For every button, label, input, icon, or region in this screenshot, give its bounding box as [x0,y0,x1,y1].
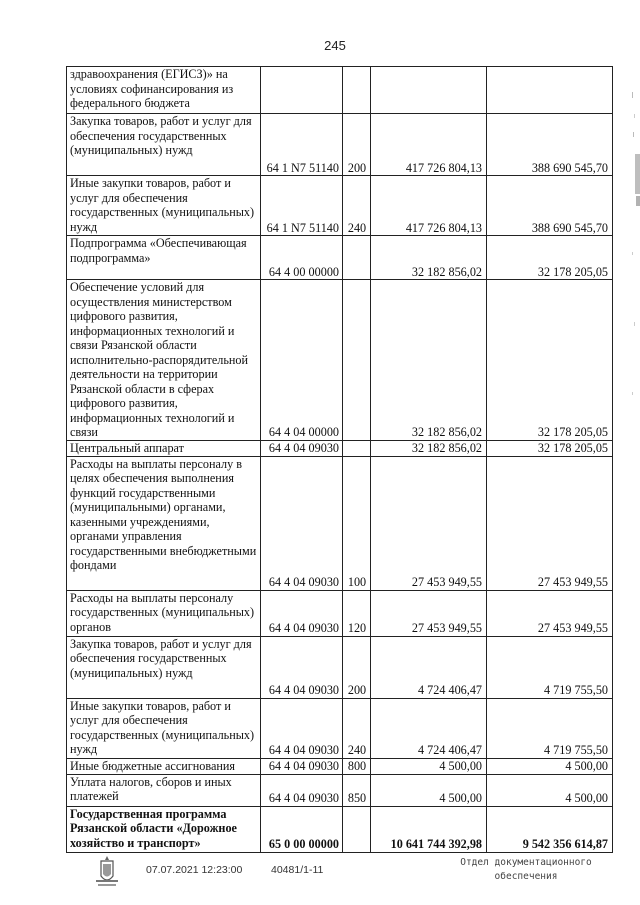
table-row [67,236,613,280]
row-sum-2021-cell: 4 500,00 [371,774,487,806]
row-sum-executed-cell: 388 690 545,70 [487,114,613,176]
row-name-cell: Подпрограмма «Обеспечивающая подпрограмма» [67,236,261,280]
row-sum-2021-cell: 4 500,00 [371,758,487,774]
budget-table-body [67,67,613,853]
row-name-cell: Расходы на выплаты персоналу государственных (муниципальных) органов [67,590,261,636]
document-footer [0,852,640,902]
table-row [67,698,613,758]
row-name-cell: Иные бюджетные ассигнования [67,758,261,774]
footer-date: 07.07.2021 12:23:00 [146,864,243,876]
row-sum-executed-cell: 388 690 545,70 [487,176,613,236]
row-sum-executed-cell: 32 178 205,05 [487,440,613,456]
row-code-cell: 64 4 00 00000 [261,236,343,280]
budget-table [66,66,613,853]
row-name-cell: Государственная программа Рязанской области «Дорожное хозяйство и транспорт» [67,806,261,852]
row-expense-type-cell: 200 [343,114,371,176]
row-name-cell: Закупка товаров, работ и услуг для обеспечения государственных (муниципальных) нужд [67,636,261,698]
row-name-cell: Расходы на выплаты персоналу в целях обеспечения выполнения функций государственными (муниципальными) органами, казенными учреждениями, органами управления государственными внебюджетными фондами [67,456,261,590]
row-sum-executed-cell: 27 453 949,55 [487,590,613,636]
row-expense-type-cell [343,280,371,441]
row-sum-2021-cell: 4 724 406,47 [371,698,487,758]
row-code-cell: 64 4 04 09030 [261,774,343,806]
table-row [67,114,613,176]
row-sum-executed-cell: 4 500,00 [487,774,613,806]
row-sum-executed-cell: 32 178 205,05 [487,236,613,280]
row-expense-type-cell: 200 [343,636,371,698]
row-sum-2021-cell: 10 641 744 392,98 [371,806,487,852]
row-name-cell: Обеспечение условий для осуществления министерством цифрового развития, информационных технологий и связи Рязанской области исполнительно-распорядительной деятельности на территории Рязанской области в сферах цифрового развития, информационных технологий и связи [67,280,261,441]
table-row [67,176,613,236]
row-sum-2021-cell: 32 182 856,02 [371,440,487,456]
table-row [67,636,613,698]
row-expense-type-cell [343,440,371,456]
footer-document-number: 40481/1-11 [271,864,324,876]
row-expense-type-cell: 240 [343,176,371,236]
row-code-cell: 64 4 04 09030 [261,440,343,456]
row-sum-executed-cell: 4 500,00 [487,758,613,774]
scan-edge-marks [630,92,640,452]
row-sum-2021-cell: 4 724 406,47 [371,636,487,698]
row-sum-executed-cell: 4 719 755,50 [487,698,613,758]
row-expense-type-cell [343,236,371,280]
row-expense-type-cell [343,67,371,114]
row-code-cell: 64 4 04 09030 [261,590,343,636]
row-expense-type-cell: 100 [343,456,371,590]
row-name-cell: здравоохранения (ЕГИСЗ)» на условиях софинансирования из федерального бюджета [67,67,261,114]
row-code-cell: 64 1 N7 51140 [261,114,343,176]
row-sum-2021-cell: 417 726 804,13 [371,114,487,176]
row-code-cell: 65 0 00 00000 [261,806,343,852]
row-code-cell: 64 4 04 09030 [261,456,343,590]
table-row [67,806,613,852]
row-name-cell: Уплата налогов, сборов и иных платежей [67,774,261,806]
row-sum-2021-cell: 27 453 949,55 [371,590,487,636]
table-row [67,590,613,636]
row-code-cell: 64 4 04 09030 [261,636,343,698]
row-name-cell: Центральный аппарат [67,440,261,456]
page-number: 245 [324,38,346,53]
row-name-cell: Иные закупки товаров, работ и услуг для обеспечения государственных (муниципальных) нужд [67,698,261,758]
table-row [67,280,613,441]
row-sum-2021-cell: 32 182 856,02 [371,280,487,441]
coat-of-arms-icon [92,854,122,888]
row-sum-executed-cell: 9 542 356 614,87 [487,806,613,852]
row-code-cell: 64 4 04 00000 [261,280,343,441]
row-sum-2021-cell: 32 182 856,02 [371,236,487,280]
row-sum-executed-cell: 27 453 949,55 [487,456,613,590]
row-sum-2021-cell: 417 726 804,13 [371,176,487,236]
row-sum-2021-cell: 27 453 949,55 [371,456,487,590]
row-expense-type-cell [343,806,371,852]
department-stamp [446,856,606,884]
row-code-cell: 64 4 04 09030 [261,698,343,758]
budget-table-container [66,66,613,853]
row-expense-type-cell: 120 [343,590,371,636]
row-expense-type-cell: 800 [343,758,371,774]
row-name-cell: Закупка товаров, работ и услуг для обеспечения государственных (муниципальных) нужд [67,114,261,176]
department-stamp-line1: Отдел документационного [460,857,592,868]
row-sum-2021-cell [371,67,487,114]
row-code-cell: 64 4 04 09030 [261,758,343,774]
department-stamp-line2: обеспечения [494,871,558,882]
table-row [67,758,613,774]
table-row [67,774,613,806]
row-expense-type-cell: 240 [343,698,371,758]
table-row [67,456,613,590]
row-code-cell: 64 1 N7 51140 [261,176,343,236]
row-code-cell [261,67,343,114]
row-name-cell: Иные закупки товаров, работ и услуг для обеспечения государственных (муниципальных) нужд [67,176,261,236]
row-sum-executed-cell [487,67,613,114]
row-expense-type-cell: 850 [343,774,371,806]
row-sum-executed-cell: 32 178 205,05 [487,280,613,441]
row-sum-executed-cell: 4 719 755,50 [487,636,613,698]
table-row [67,440,613,456]
table-row [67,67,613,114]
